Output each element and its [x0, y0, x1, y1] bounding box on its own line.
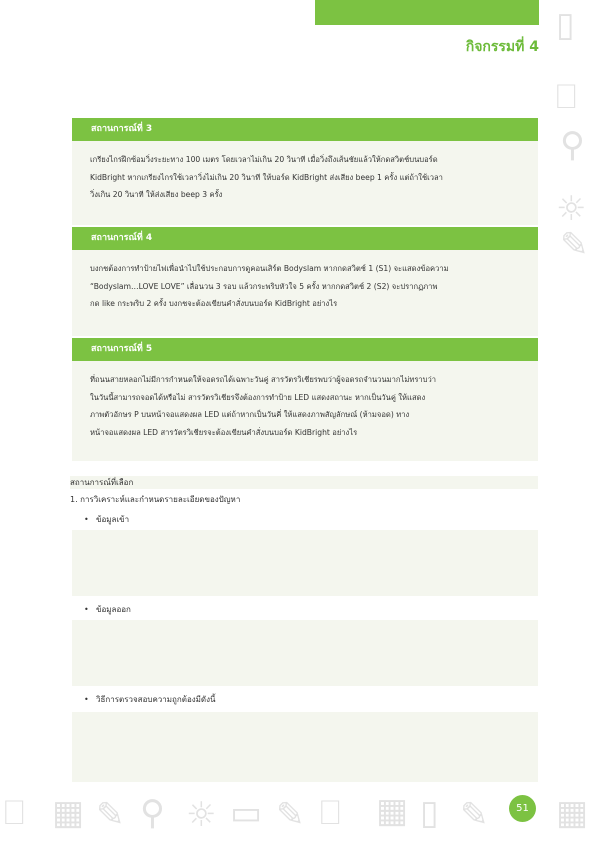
top-accent-bar: [315, 0, 539, 25]
pencil-icon: ✎: [460, 795, 489, 835]
bullet-dot: •: [84, 605, 89, 614]
input-answer-box[interactable]: [72, 530, 538, 596]
scenario-3: [72, 118, 538, 225]
bullet-label: ข้อมูลเข้า: [96, 515, 130, 524]
bullet-dot: •: [84, 515, 89, 524]
scenario-4: [72, 227, 538, 336]
pencil-icon: ✎: [276, 795, 305, 835]
scenario-line: KidBright หากเกรียงไกรใช้เวลาวิ่งไม่เกิน 20 วินาที ให้บอร์ด KidBright ส่งเสียง beep 1 ครั้ง แต่ถ้าใช้เวลา: [90, 172, 443, 182]
calculator-icon: ▦: [556, 793, 589, 833]
pencil-icon: ✎: [96, 795, 125, 835]
book-icon: ⎕: [4, 793, 25, 833]
scenario-title: สถานการณ์ที่ 4: [72, 227, 538, 250]
scenario-line: “Bodyslam…LOVE LOVE” เลื่อนวน 3 รอบ แล้วกระพริบหัวใจ 5 ครั้ง หากกดสวิตช์ 2 (S2) จะปรากฏภาพ: [90, 281, 438, 291]
calculator-icon: ▦: [52, 793, 85, 833]
scenario-5: [72, 338, 538, 461]
scenario-line: วิ่งเกิน 20 วินาที ให้ส่งเสียง beep 3 ครั้ง: [90, 190, 223, 199]
bullet-output: [84, 603, 131, 616]
lightbulb-icon: ☼: [186, 795, 217, 835]
bullet-label: ข้อมูลออก: [96, 605, 131, 614]
analysis-item: 1. การวิเคราะห์และกำหนดรายละเอียดของปัญหา: [70, 495, 241, 504]
selected-scenario-heading: สถานการณ์ที่เลือก: [70, 476, 538, 489]
output-answer-box[interactable]: [72, 620, 538, 686]
activity-title: กิจกรรมที่ 4: [465, 39, 539, 55]
bullet-verification: [84, 693, 216, 706]
scenario-line: เกรียงไกรฝึกซ้อมวิ่งระยะทาง 100 เมตร โดยเวลาไม่เกิน 20 วินาที เมื่อวิ่งถึงเส้นชัยแล้วให้กดสวิตช์บนบอร์ด: [90, 155, 438, 164]
scenario-body: [72, 361, 538, 461]
scenario-body: [72, 250, 538, 336]
scenario-line: ที่ถนนสายหลอกไม่มีการกำหนดให้จอดรถได้เฉพาะวันคู่ สารวัตรวิเชียรพบว่าผู้จอดรถจำนวนมากไม่ทราบว่า: [90, 375, 437, 384]
scenario-title: สถานการณ์ที่ 5: [72, 338, 538, 361]
scenario-body: [72, 141, 538, 225]
scenario-line: ภาพตัวอักษร P บนหน้าจอแสดงผล LED แต่ถ้าหากเป็นวันคี่ ให้แสดงภาพสัญลักษณ์ (ห้ามจอด) ทาง: [90, 410, 410, 419]
scenario-title: สถานการณ์ที่ 3: [72, 118, 538, 141]
ruler-icon: ▭: [230, 793, 263, 833]
book-icon: ▯: [556, 5, 575, 45]
verification-answer-box[interactable]: [72, 712, 538, 782]
magnifier-icon: ⚲: [560, 125, 585, 165]
bullet-label: วิธีการตรวจสอบความถูกต้องมีดังนี้: [96, 695, 216, 704]
scenario-line: หน้าจอแสดงผล LED สารวัตรวิเชียรจะต้องเขียนคำสั่งบนบอร์ด KidBright อย่างไร: [90, 427, 358, 437]
bullet-input: [84, 513, 129, 526]
book-icon: ⎕: [556, 77, 577, 117]
scenario-line: ในวันนี้สามารถจอดได้หรือไม่ สารวัตรวิเชียรจึงต้องการทำป้าย LED แสดงสถานะ หากเป็นวันคู่ ให้แสดง: [90, 392, 426, 402]
book-icon: ⎕: [320, 793, 341, 833]
calculator-icon: ▦: [376, 791, 409, 831]
lightbulb-icon: ☼: [556, 189, 587, 229]
book-icon: ▯: [420, 793, 439, 833]
bullet-dot: •: [84, 695, 89, 704]
pencil-icon: ✎: [560, 225, 589, 265]
magnifier-icon: ⚲: [140, 793, 165, 833]
scenario-line: บงกชต้องการทำป้ายไฟเพื่อนำไปใช้ประกอบการดูคอนเสิร์ต Bodyslam หากกดสวิตช์ 1 (S1) จะแสดงข้อความ: [90, 264, 449, 273]
scenario-line: กด like กระพริบ 2 ครั้ง บงกชจะต้องเขียนคำสั่งบนบอร์ด KidBright อย่างไร: [90, 299, 338, 308]
page-number: 51: [509, 795, 536, 822]
